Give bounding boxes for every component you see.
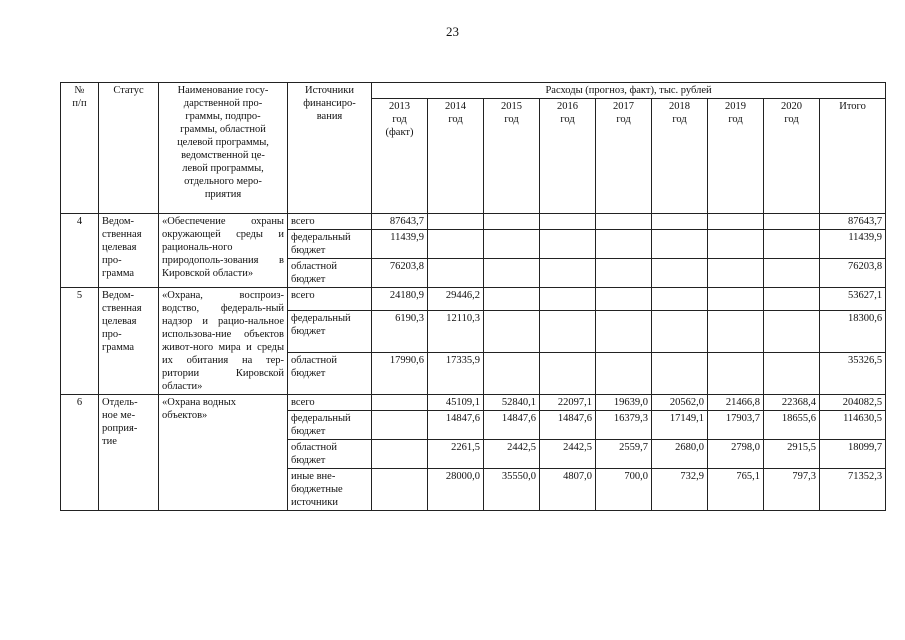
year-value: 11439,9 [372,230,428,259]
year-value: 29446,2 [428,288,484,311]
header-total: Итого [820,99,886,214]
total-value: 11439,9 [820,230,886,259]
funding-source: всего [288,288,372,311]
year-value [484,288,540,311]
year-value: 2442,5 [540,440,596,469]
year-value: 20562,0 [652,395,708,411]
year-value: 2559,7 [596,440,652,469]
year-value [708,353,764,395]
year-value [484,311,540,353]
total-value: 53627,1 [820,288,886,311]
year-value [484,259,540,288]
row-status: Отдель- ное ме- роприя- тие [99,395,159,511]
page-number: 23 [446,24,459,39]
year-value [708,288,764,311]
year-value [708,214,764,230]
header-year: 2017 год [596,99,652,214]
year-value [428,259,484,288]
year-value: 21466,8 [708,395,764,411]
header-year: 2018 год [652,99,708,214]
year-value: 17903,7 [708,411,764,440]
funding-source: федеральный бюджет [288,411,372,440]
funding-source: областной бюджет [288,440,372,469]
row-program-name: «Обеспечение охраны окружающей среды и рациональ-ного природополь-зования в Кировской области» [159,214,288,288]
year-value [540,214,596,230]
year-value [596,214,652,230]
year-value [540,288,596,311]
year-value: 52840,1 [484,395,540,411]
year-value: 87643,7 [372,214,428,230]
year-value: 700,0 [596,469,652,511]
row-status: Ведом- ственная целевая про- грамма [99,214,159,288]
year-value: 17335,9 [428,353,484,395]
year-value [372,411,428,440]
funding-source: областной бюджет [288,259,372,288]
year-value: 4807,0 [540,469,596,511]
year-value [764,259,820,288]
year-value: 35550,0 [484,469,540,511]
header-year: 2014 год [428,99,484,214]
year-value: 2680,0 [652,440,708,469]
year-value: 17149,1 [652,411,708,440]
year-value: 17990,6 [372,353,428,395]
year-value: 732,9 [652,469,708,511]
year-value [708,230,764,259]
table-row [61,395,886,411]
header-year: 2019 год [708,99,764,214]
year-value [372,395,428,411]
year-value: 12110,3 [428,311,484,353]
year-value: 19639,0 [596,395,652,411]
year-value: 76203,8 [372,259,428,288]
row-program-name: «Охрана водных объектов» [159,395,288,511]
header-year: 2015 год [484,99,540,214]
header-status: Статус [99,83,159,214]
total-value: 18300,6 [820,311,886,353]
total-value: 87643,7 [820,214,886,230]
row-status: Ведом- ственная целевая про- грамма [99,288,159,395]
year-value [372,440,428,469]
table-row [61,288,886,311]
budget-table [60,82,886,511]
year-value: 2261,5 [428,440,484,469]
total-value: 71352,3 [820,469,886,511]
table-row [61,214,886,230]
total-value: 204082,5 [820,395,886,411]
year-value [372,469,428,511]
row-program-name: «Охрана, воспроиз-водство, федераль-ный надзор и рацио-нальное использова-ние объектов живот-ного мира и среды их обитания на тер-ритории Кировской области» [159,288,288,395]
year-value: 2915,5 [764,440,820,469]
year-value [764,230,820,259]
year-value [596,230,652,259]
year-value [652,259,708,288]
year-value [764,214,820,230]
year-value: 14847,6 [484,411,540,440]
year-value: 28000,0 [428,469,484,511]
year-value [652,311,708,353]
row-number: 5 [61,288,99,395]
year-value [540,230,596,259]
total-value: 18099,7 [820,440,886,469]
year-value: 14847,6 [540,411,596,440]
year-value: 14847,6 [428,411,484,440]
year-value [540,353,596,395]
year-value [540,311,596,353]
year-value: 18655,6 [764,411,820,440]
year-value [708,311,764,353]
year-value: 765,1 [708,469,764,511]
year-value: 797,3 [764,469,820,511]
year-value [764,288,820,311]
year-value [652,288,708,311]
year-value [596,353,652,395]
year-value [708,259,764,288]
year-value [652,230,708,259]
year-value [764,311,820,353]
year-value: 22368,4 [764,395,820,411]
header-source: Источники финансиро- вания [288,83,372,214]
header-year: 2016 год [540,99,596,214]
header-expenses: Расходы (прогноз, факт), тыс. рублей [372,83,886,99]
header-num: № п/п [61,83,99,214]
total-value: 114630,5 [820,411,886,440]
table-header [61,83,886,214]
year-value [596,311,652,353]
year-value: 2442,5 [484,440,540,469]
year-value [428,230,484,259]
year-value: 24180,9 [372,288,428,311]
header-year: 2020 год [764,99,820,214]
header-year: 2013 год (факт) [372,99,428,214]
year-value [596,288,652,311]
year-value: 6190,3 [372,311,428,353]
year-value [540,259,596,288]
total-value: 35326,5 [820,353,886,395]
year-value [652,214,708,230]
year-value [484,353,540,395]
funding-source: областной бюджет [288,353,372,395]
year-value [484,230,540,259]
header-name: Наименование госу- дарственной про- граммы, подпро- граммы, областной целевой программы, ведомственной це- левой программы, отдельного меро- приятия [159,83,288,214]
funding-source: федеральный бюджет [288,311,372,353]
year-value [596,259,652,288]
total-value: 76203,8 [820,259,886,288]
row-number: 6 [61,395,99,511]
year-value [428,214,484,230]
year-value: 2798,0 [708,440,764,469]
funding-source: всего [288,395,372,411]
year-value: 16379,3 [596,411,652,440]
funding-source: федеральный бюджет [288,230,372,259]
funding-source: всего [288,214,372,230]
year-value: 45109,1 [428,395,484,411]
year-value [484,214,540,230]
year-value: 22097,1 [540,395,596,411]
year-value [764,353,820,395]
row-number: 4 [61,214,99,288]
year-value [652,353,708,395]
funding-source: иные вне- бюджетные источники [288,469,372,511]
